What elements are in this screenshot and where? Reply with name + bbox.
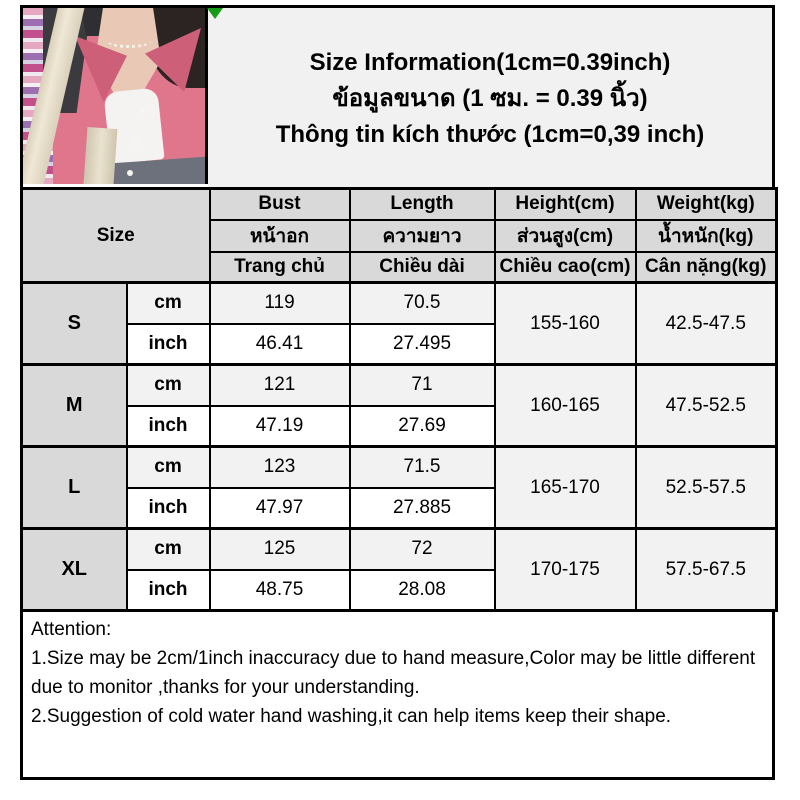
m-length-cm: 71 [350,365,495,406]
xl-length-cm: 72 [350,529,495,570]
attention-line-1: 1.Size may be 2cm/1inch inaccuracy due to hand measure,Color may be little different due to monitor ,thanks for your understanding. [31,648,756,698]
unit-inch: inch [127,570,210,611]
green-corner-marker-icon [207,8,223,19]
xl-height-range: 170-175 [495,529,636,611]
attention-heading: Attention: [31,619,112,640]
page-title-vi: Thông tin kích thước (1cm=0,39 inch) [275,120,705,148]
xl-bust-inch: 48.75 [210,570,350,611]
photo-bag-strap-fold [83,127,118,184]
header-height-th: ส่วนสูง(cm) [495,220,636,252]
table-row [22,529,777,570]
header-length-en: Length [350,189,495,220]
m-bust-inch: 47.19 [210,406,350,447]
header-height-en: Height(cm) [495,189,636,220]
m-length-inch: 27.69 [350,406,495,447]
unit-cm: cm [127,447,210,488]
page-title-th: ข้อมูลขนาด (1 ซม. = 0.39 นิ้ว) [332,84,648,112]
size-label-xl: XL [22,529,127,611]
photo-shirt-button [133,140,139,146]
header-bust-en: Bust [210,189,350,220]
header-length-vi: Chiều dài [350,252,495,283]
header-length-th: ความยาว [350,220,495,252]
unit-cm: cm [127,365,210,406]
m-height-range: 160-165 [495,365,636,447]
m-weight-range: 47.5-52.5 [636,365,777,447]
xl-bust-cm: 125 [210,529,350,570]
header-bust-th: หน้าอก [210,220,350,252]
size-label-s: S [22,283,127,365]
header-weight-th: น้ำหนัก(kg) [636,220,777,252]
l-height-range: 165-170 [495,447,636,529]
size-label-l: L [22,447,127,529]
unit-inch: inch [127,488,210,529]
unit-inch: inch [127,324,210,365]
photo-shirt-button [127,170,133,176]
header-row-en [22,189,777,220]
photo-shirt-button [139,108,145,114]
table-row [22,283,777,324]
header-weight-en: Weight(kg) [636,189,777,220]
photo-pearl-necklace [107,34,151,48]
s-weight-range: 42.5-47.5 [636,283,777,365]
unit-inch: inch [127,406,210,447]
size-table-header [22,189,777,283]
top-section [20,5,775,187]
unit-cm: cm [127,283,210,324]
header-bust-vi: Trang chủ [210,252,350,283]
s-height-range: 155-160 [495,283,636,365]
product-photo [23,8,208,184]
unit-cm: cm [127,529,210,570]
s-bust-cm: 119 [210,283,350,324]
m-bust-cm: 121 [210,365,350,406]
l-length-cm: 71.5 [350,447,495,488]
title-block [208,8,772,187]
s-length-inch: 27.495 [350,324,495,365]
size-table [20,187,778,612]
size-header-cell: Size [22,189,210,283]
attention-line-2: 2.Suggestion of cold water hand washing,it can help items keep their shape. [31,706,672,727]
xl-length-inch: 28.08 [350,570,495,611]
l-bust-cm: 123 [210,447,350,488]
size-chart-content [20,5,775,780]
table-row [22,447,777,488]
l-length-inch: 27.885 [350,488,495,529]
l-weight-range: 52.5-57.5 [636,447,777,529]
header-weight-vi: Cân nặng(kg) [636,252,777,283]
page-title-en: Size Information(1cm=0.39inch) [309,48,671,76]
header-height-vi: Chiều cao(cm) [495,252,636,283]
size-label-m: M [22,365,127,447]
s-length-cm: 70.5 [350,283,495,324]
attention-note [20,612,775,780]
table-row [22,365,777,406]
l-bust-inch: 47.97 [210,488,350,529]
s-bust-inch: 46.41 [210,324,350,365]
xl-weight-range: 57.5-67.5 [636,529,777,611]
